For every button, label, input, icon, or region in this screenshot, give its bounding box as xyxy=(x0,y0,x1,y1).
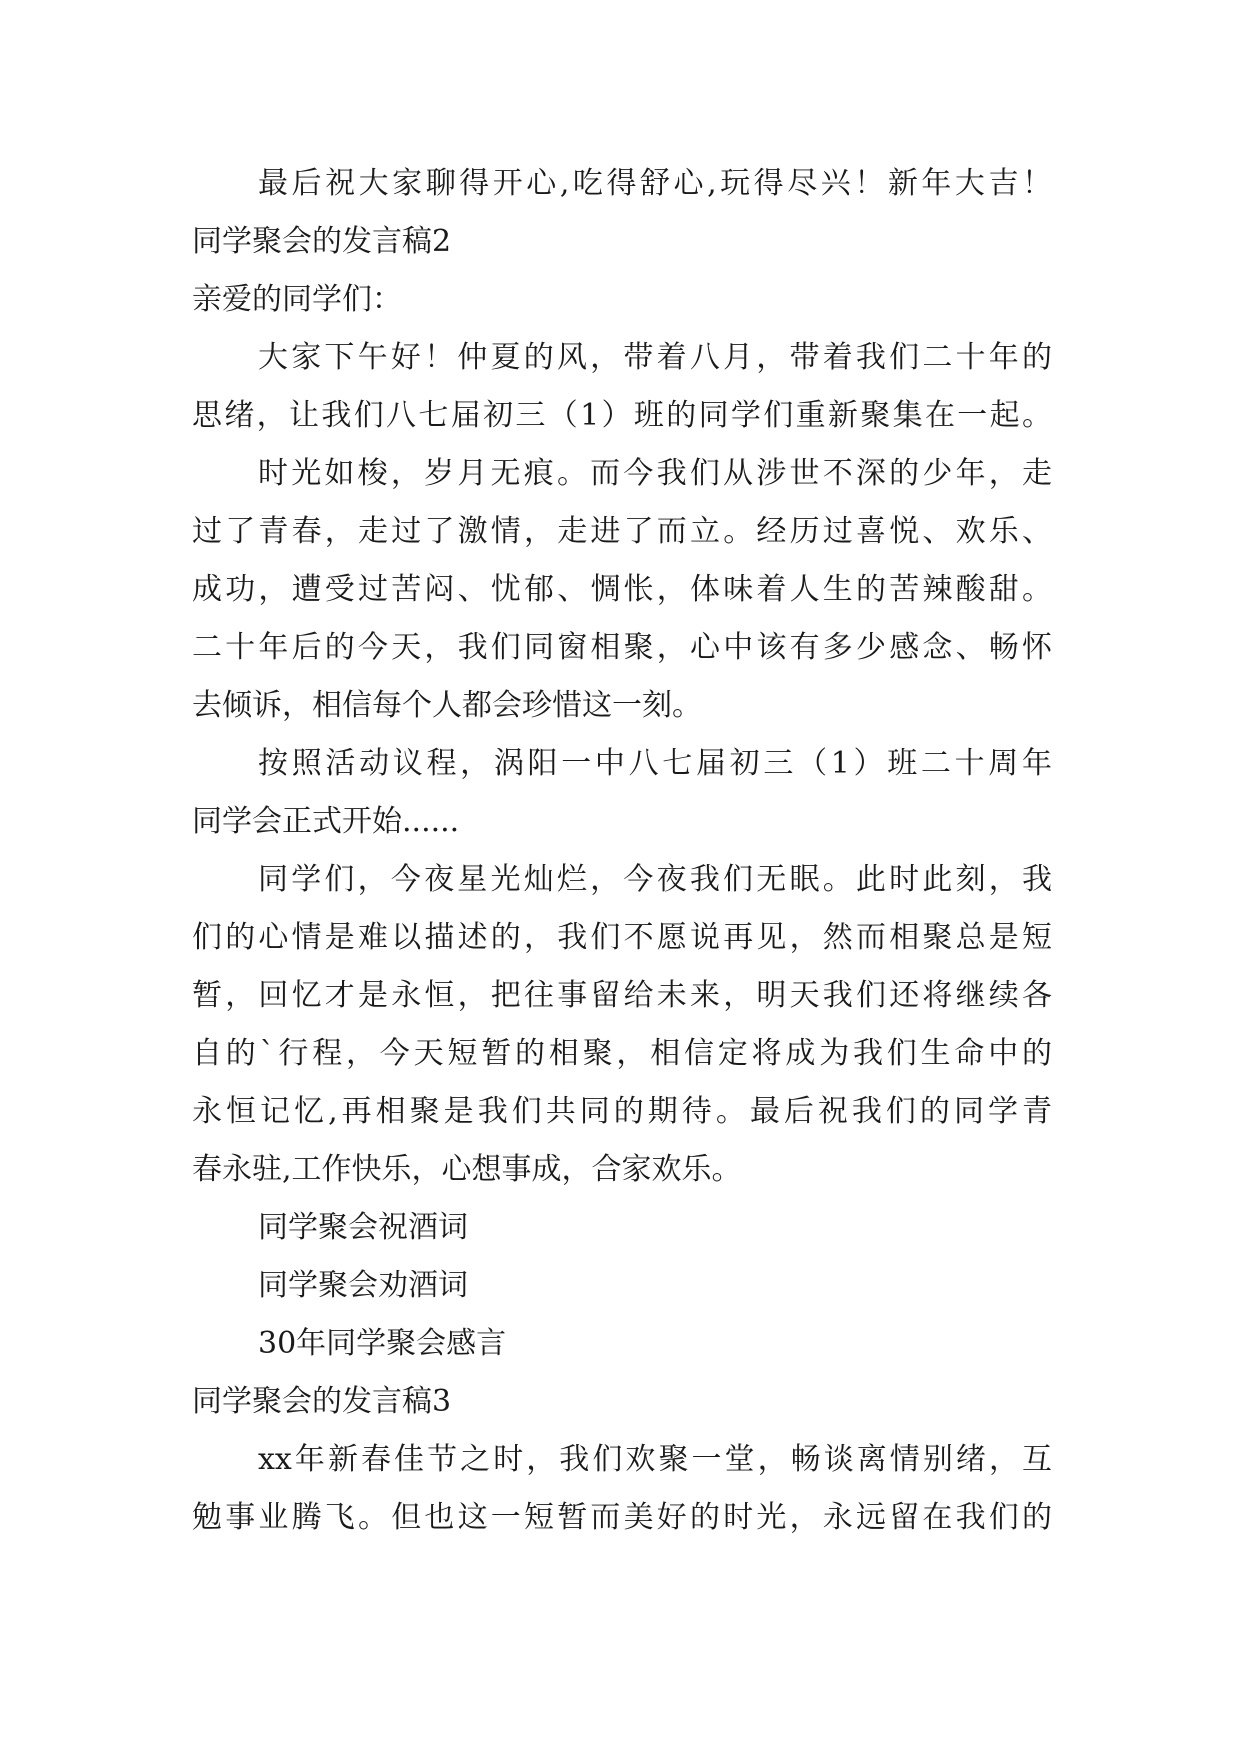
paragraph-line: 按照活动议程，涡阳一中八七届初三（1）班二十周年 xyxy=(258,746,1052,781)
paragraph-line: 过了青春，走过了激情，走进了而立。经历过喜悦、欢乐、 xyxy=(192,514,1052,549)
paragraph-line: 春永驻,工作快乐，心想事成，合家欢乐。 xyxy=(192,1152,742,1187)
paragraph-line: 时光如梭，岁月无痕。而今我们从涉世不深的少年，走 xyxy=(258,456,1052,491)
related-link-2: 同学聚会劝酒词 xyxy=(258,1268,468,1303)
related-link-3: 30年同学聚会感言 xyxy=(258,1326,507,1361)
paragraph-line: 同学们，今夜星光灿烂，今夜我们无眠。此时此刻，我 xyxy=(258,862,1052,897)
paragraph-line: xx年新春佳节之时，我们欢聚一堂，畅谈离情别绪，互 xyxy=(258,1442,1052,1477)
section-heading: 同学聚会的发言稿2 xyxy=(192,224,452,259)
related-link-1: 同学聚会祝酒词 xyxy=(258,1210,468,1245)
paragraph-line: 成功，遭受过苦闷、忧郁、惆怅，体味着人生的苦辣酸甜。 xyxy=(192,572,1052,607)
paragraph-line: 去倾诉，相信每个人都会珍惜这一刻。 xyxy=(192,688,702,723)
paragraph-line: 思绪，让我们八七届初三（1）班的同学们重新聚集在一起。 xyxy=(192,398,1052,433)
paragraph-line: 最后祝大家聊得开心,吃得舒心,玩得尽兴！新年大吉！ xyxy=(258,166,1052,201)
paragraph-line: 同学会正式开始...... xyxy=(192,804,460,839)
paragraph-line: 们的心情是难以描述的，我们不愿说再见，然而相聚总是短 xyxy=(192,920,1052,955)
section-heading: 同学聚会的发言稿3 xyxy=(192,1384,452,1419)
paragraph-line: 自的`行程，今天短暂的相聚，相信定将成为我们生命中的 xyxy=(192,1036,1052,1071)
paragraph-line: 二十年后的今天，我们同窗相聚，心中该有多少感念、畅怀 xyxy=(192,630,1052,665)
paragraph-line: 勉事业腾飞。但也这一短暂而美好的时光，永远留在我们的 xyxy=(192,1500,1052,1535)
paragraph-line: 大家下午好！仲夏的风，带着八月，带着我们二十年的 xyxy=(258,340,1052,375)
salutation: 亲爱的同学们： xyxy=(192,282,402,317)
paragraph-line: 永恒记忆,再相聚是我们共同的期待。最后祝我们的同学青 xyxy=(192,1094,1052,1129)
paragraph-line: 暂，回忆才是永恒，把往事留给未来，明天我们还将继续各 xyxy=(192,978,1052,1013)
